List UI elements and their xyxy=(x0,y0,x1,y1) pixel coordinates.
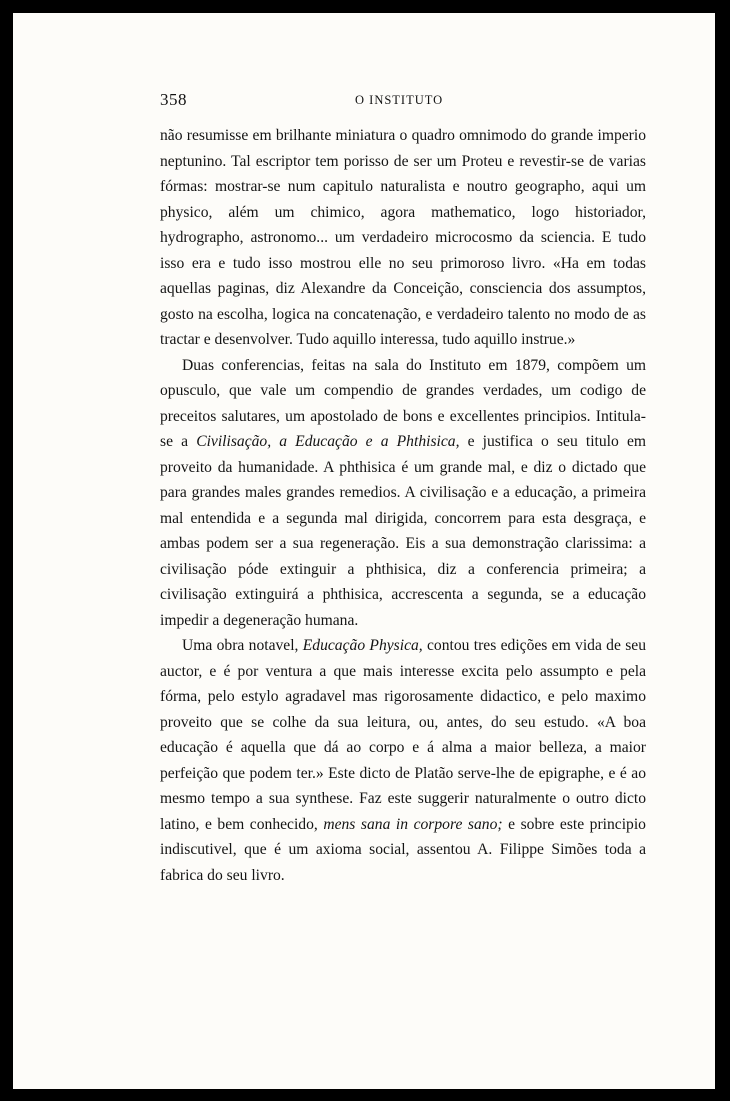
italic-title: Educação Physica, xyxy=(302,637,423,654)
italic-quote: mens sana in corpore sano; xyxy=(323,815,503,833)
page-number: 358 xyxy=(160,90,187,109)
text-segment: Uma obra notavel, xyxy=(182,637,303,654)
running-title: O INSTITUTO xyxy=(355,93,444,107)
italic-title: Civilisação, a Educação e a Phthisica, xyxy=(196,433,460,450)
paragraph xyxy=(160,123,646,353)
text-segment: e sobre este principio indiscutivel, que é um axioma social, assentou A. Filippe Simões toda a fabrica do seu livro. xyxy=(160,815,646,884)
paragraph xyxy=(160,633,646,888)
paragraph xyxy=(160,353,646,634)
text-segment: contou tres edições em vida de seu auctor, e é por ventura a que mais interesse excita pelo assumpto e pela fórma, pelo estylo agradavel mas rigorosamente didactico, e pelo maximo proveito que se colhe da sua leitura, ou, antes, do seu estudo. «A boa educação é aquella que dá ao corpo e á alma a maior belleza, a maior perfeição que podem ter.» Este dicto de Platão serve-lhe de epigraphe, e é ao mesmo tempo a sua synthese. Faz este suggerir naturalmente o outro dicto latino, e bem conhecido, xyxy=(160,637,647,833)
body-text xyxy=(160,123,646,888)
text-segment: e justifica o seu titulo em proveito da humanidade. A phthisica é um grande mal, e diz o dictado que para grandes males grandes remedios. A civilisação e a educação, a primeira mal entendida e a segunda mal dirigida, concorrem para esta desgraça, e ambas podem ser a sua regeneração. Eis a sua demonstração clarissima: a civilisação póde extinguir a phthisica, diz a conferencia primeira; a civilisação extinguirá a phthisica, accrescenta a segunda, se a educação impedir a degeneração humana. xyxy=(160,433,646,629)
text-segment: não resumisse em brilhante miniatura o quadro omnimodo do grande imperio neptunino. Tal escriptor tem porisso de ser um Proteu e revestir-se de varias fórmas: mostrar-se num capitulo naturalista e noutro geographo, aqui um physico, além um chimico, agora mathematico, logo historiador, hydrographo, astronomo... um verdadeiro microcosmo da sciencia. E tudo isso era e tudo isso mostrou elle no seu primoroso livro. «Ha em todas aquellas paginas, diz Alexandre da Conceição, consciencia dos assumptos, gosto na escolha, logica na concatenação, e verdadeiro talento no modo de as tractar e desenvolver. Tudo aquillo interessa, tudo aquillo instrue.» xyxy=(160,127,646,348)
text-segment: Duas conferencias, feitas na sala do Instituto em 1879, compõem um opusculo, que vale um compendio de grandes verdades, um codigo de preceitos salutares, um apostolado de bons e excellentes principios. Intitula-se a xyxy=(160,356,646,450)
book-page xyxy=(13,13,715,1089)
page-header xyxy=(160,90,646,118)
